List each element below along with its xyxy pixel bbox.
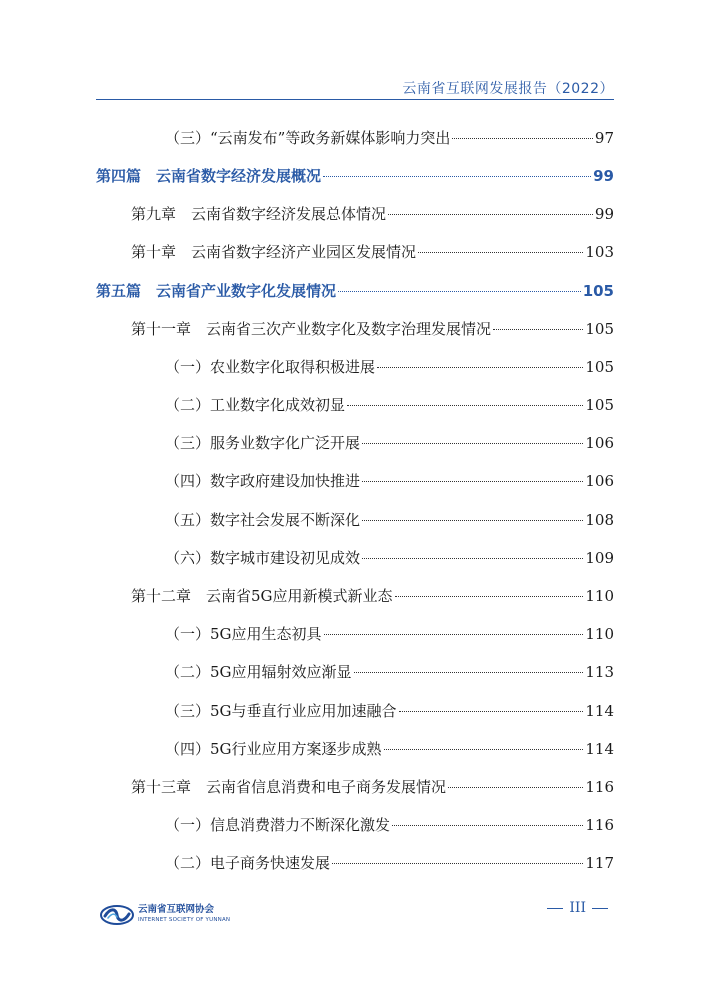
dot-leader [347, 405, 583, 406]
page-number-text: III [569, 900, 586, 916]
page-number [541, 900, 614, 916]
toc-entry-label: （五）数字社会发展不断深化 [165, 511, 361, 529]
header-divider [96, 99, 614, 100]
dot-leader [324, 634, 584, 635]
toc-entry-label: 第十三章 云南省信息消费和电子商务发展情况 [131, 778, 447, 796]
toc-entry-page: 114 [585, 702, 614, 720]
toc-entry-label: （一）信息消费潜力不断深化激发 [165, 816, 391, 834]
dot-leader [399, 711, 584, 712]
org-name: 云南省互联网协会 [138, 904, 215, 915]
dot-leader [388, 214, 593, 215]
dot-leader [384, 749, 584, 750]
toc-section-entry[interactable] [165, 357, 614, 377]
dot-leader [493, 329, 583, 330]
toc-entry-label: （六）数字城市建设初见成效 [165, 549, 361, 567]
toc-section-entry[interactable] [165, 433, 614, 453]
toc-entry-label: （三）服务业数字化广泛开展 [165, 434, 361, 452]
toc-entry-page: 117 [585, 854, 614, 872]
toc-entry-label: 第十二章 云南省5G应用新模式新业态 [131, 587, 393, 605]
toc-entry-label: （四）数字政府建设加快推进 [165, 472, 361, 490]
toc-section-entry[interactable] [165, 510, 614, 530]
page-dash-left [547, 908, 563, 909]
toc-entry-label: 第十章 云南省数字经济产业园区发展情况 [131, 243, 417, 261]
toc-entry-page: 106 [585, 434, 614, 452]
toc-section-entry[interactable] [165, 662, 614, 682]
dot-leader [323, 176, 591, 177]
report-title: 云南省互联网发展报告（2022） [402, 81, 614, 97]
footer-logo [100, 905, 230, 925]
page-dash-right [592, 908, 608, 909]
toc-part-entry[interactable] [96, 281, 614, 301]
dot-leader [392, 825, 583, 826]
toc-entry-label: （一）农业数字化取得积极进展 [165, 358, 376, 376]
toc-entry-label: 第九章 云南省数字经济发展总体情况 [131, 205, 387, 223]
toc-entry-label: 第五篇 云南省产业数字化发展情况 [96, 282, 337, 300]
toc-entry-page: 116 [585, 816, 614, 834]
toc-chapter-entry[interactable] [131, 242, 614, 262]
toc-section-entry[interactable] [165, 395, 614, 415]
toc-entry-label: （四）5G行业应用方案逐步成熟 [165, 740, 382, 758]
toc-entry-label: （二）电子商务快速发展 [165, 854, 331, 872]
toc-entry-label: （二）工业数字化成效初显 [165, 396, 346, 414]
toc-section-entry[interactable] [165, 739, 614, 759]
toc-section-entry[interactable] [165, 701, 614, 721]
toc-entry-page: 97 [594, 129, 614, 147]
toc-section-entry[interactable] [165, 624, 614, 644]
dot-leader [418, 252, 583, 253]
toc-section-entry[interactable] [165, 548, 614, 568]
toc-entry-label: （三）5G与垂直行业应用加速融合 [165, 702, 397, 720]
dot-leader [338, 291, 581, 292]
dot-leader [377, 367, 583, 368]
toc-chapter-entry[interactable] [131, 586, 614, 606]
toc-chapter-entry[interactable] [131, 204, 614, 224]
toc-entry-page: 106 [585, 472, 614, 490]
toc-entry-page: 114 [585, 740, 614, 758]
toc-chapter-entry[interactable] [131, 319, 614, 339]
toc-chapter-entry[interactable] [131, 777, 614, 797]
dot-leader [448, 787, 583, 788]
dot-leader [362, 520, 583, 521]
toc-entry-label: （二）5G应用辐射效应渐显 [165, 663, 352, 681]
toc-entry-label: （一）5G应用生态初具 [165, 625, 322, 643]
toc-entry-page: 109 [585, 549, 614, 567]
dot-leader [452, 138, 593, 139]
toc-entry-page: 105 [585, 358, 614, 376]
toc-entry-page: 103 [585, 243, 614, 261]
toc-section-entry[interactable] [165, 815, 614, 835]
toc-entry-page: 108 [585, 511, 614, 529]
toc-entry-page: 110 [585, 587, 614, 605]
toc-entry-label: （三）“云南发布”等政务新媒体影响力突出 [165, 129, 451, 147]
toc-entry-page: 105 [582, 282, 614, 300]
toc-entry[interactable] [165, 128, 614, 148]
dot-leader [362, 481, 583, 482]
toc-entry-label: 第四篇 云南省数字经济发展概况 [96, 167, 322, 185]
dot-leader [362, 558, 583, 559]
dot-leader [332, 863, 583, 864]
toc-entry-page: 99 [594, 205, 614, 223]
dot-leader [362, 443, 583, 444]
toc-section-entry[interactable] [165, 853, 614, 873]
toc-entry-page: 105 [585, 320, 614, 338]
toc-section-entry[interactable] [165, 471, 614, 491]
toc-entry-page: 105 [585, 396, 614, 414]
dot-leader [395, 596, 584, 597]
dot-leader [354, 672, 584, 673]
toc-entry-page: 116 [585, 778, 614, 796]
isy-logo-icon [100, 905, 134, 925]
toc-part-entry[interactable] [96, 166, 614, 186]
toc-entry-page: 99 [593, 167, 614, 185]
toc-entry-page: 110 [585, 625, 614, 643]
toc-entry-page: 113 [585, 663, 614, 681]
org-name-en: INTERNET SOCIETY OF YUNNAN [138, 917, 231, 923]
toc-entry-label: 第十一章 云南省三次产业数字化及数字治理发展情况 [131, 320, 492, 338]
